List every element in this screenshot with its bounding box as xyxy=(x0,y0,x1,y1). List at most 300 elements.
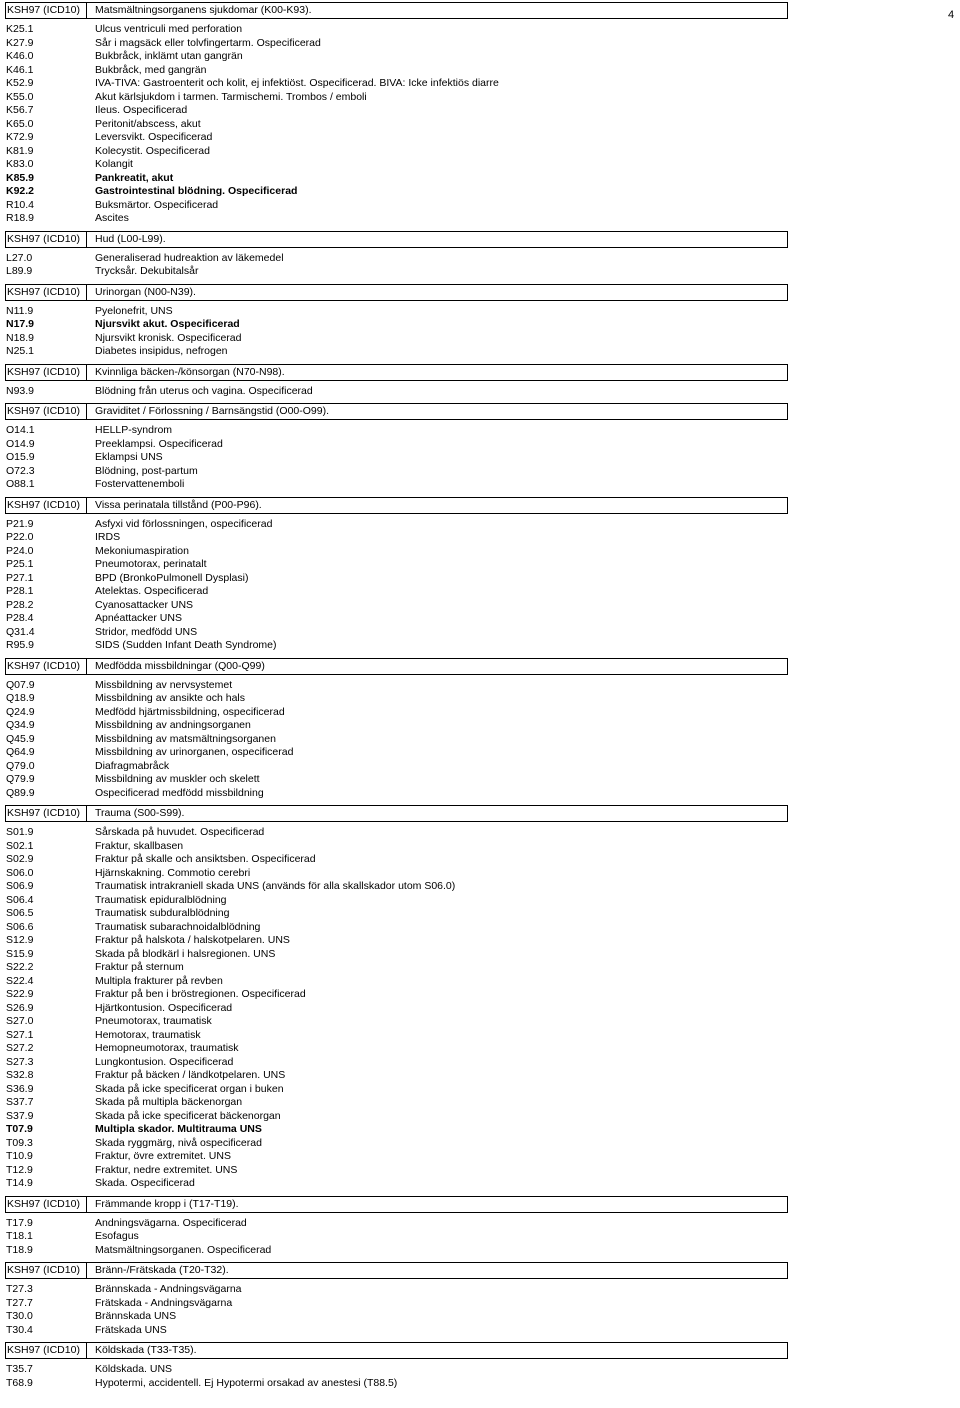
diagnosis-description: Hjärtkontusion. Ospecificerad xyxy=(95,1001,233,1014)
diagnosis-code: T30.0 xyxy=(6,1310,33,1322)
code-row xyxy=(5,773,788,787)
code-row xyxy=(5,145,788,159)
diagnosis-code: N25.1 xyxy=(6,345,35,357)
code-row xyxy=(5,907,788,921)
diagnosis-description: Njursvikt akut. Ospecificerad xyxy=(95,318,240,330)
code-row xyxy=(5,975,788,989)
section-rows xyxy=(5,1217,788,1258)
diagnosis-code: R10.4 xyxy=(6,198,35,211)
section-rows xyxy=(5,1363,788,1390)
code-row xyxy=(5,451,788,465)
diagnosis-code: R95.9 xyxy=(6,639,35,651)
diagnosis-description: Buksmärtor. Ospecificerad xyxy=(95,198,219,211)
diagnosis-description: Preeklampsi. Ospecificerad xyxy=(95,437,223,450)
diagnosis-code: K56.7 xyxy=(6,104,34,116)
code-row xyxy=(5,332,788,346)
diagnosis-code: Q34.9 xyxy=(6,719,35,731)
code-row xyxy=(5,265,788,279)
diagnosis-code: K65.0 xyxy=(6,117,34,130)
code-row xyxy=(5,934,788,948)
code-row xyxy=(5,1137,788,1151)
code-row xyxy=(5,572,788,586)
diagnosis-code: T07.9 xyxy=(6,1123,33,1135)
diagnosis-description: Blödning, post-partum xyxy=(95,464,198,477)
diagnosis-description: Skada på blodkärl i halsregionen. UNS xyxy=(95,947,276,960)
diagnosis-description: Kolecystit. Ospecificerad xyxy=(95,144,210,157)
code-section xyxy=(5,805,788,1191)
diagnosis-description: HELLP-syndrom xyxy=(95,424,173,436)
diagnosis-code: K85.9 xyxy=(6,171,35,184)
diagnosis-description: Blödning från uterus och vagina. Ospecificerad xyxy=(95,384,313,397)
code-row xyxy=(5,212,788,226)
diagnosis-code: S27.1 xyxy=(6,1028,34,1041)
code-row xyxy=(5,1110,788,1124)
code-row xyxy=(5,692,788,706)
diagnosis-code: K52.9 xyxy=(6,77,34,89)
diagnosis-description: Fraktur, övre extremitet. UNS xyxy=(95,1150,231,1162)
section-rows xyxy=(5,252,788,279)
code-section xyxy=(5,2,788,226)
diagnosis-description: Lungkontusion. Ospecificerad xyxy=(95,1055,234,1068)
diagnosis-description: Missbildning av nervsystemet xyxy=(95,678,233,691)
diagnosis-description: Skada. Ospecificerad xyxy=(95,1177,195,1189)
diagnosis-description: Sår i magsäck eller tolvfingertarm. Ospecificerad xyxy=(95,36,321,49)
diagnosis-description: Ileus. Ospecificerad xyxy=(95,104,188,116)
section-header-code: KSH97 (ICD10) xyxy=(6,232,87,247)
diagnosis-description: Fraktur på halskota / halskotpelaren. UNS xyxy=(95,934,290,946)
diagnosis-description: IRDS xyxy=(95,531,121,543)
code-row xyxy=(5,1123,788,1137)
diagnosis-description: Hemopneumotorax, traumatisk xyxy=(95,1042,239,1054)
diagnosis-description: Fraktur på ben i bröstregionen. Ospecificerad xyxy=(95,988,306,1000)
diagnosis-code: P22.0 xyxy=(6,531,34,543)
diagnosis-description: Mekoniumaspiration xyxy=(95,544,189,557)
diagnosis-code: S06.5 xyxy=(6,907,34,919)
diagnosis-description: Multipla frakturer på revben xyxy=(95,974,223,987)
page-number: 4 xyxy=(948,9,955,21)
code-row xyxy=(5,746,788,760)
code-row xyxy=(5,545,788,559)
diagnosis-code: Q79.0 xyxy=(6,759,35,772)
diagnosis-code: T12.9 xyxy=(6,1163,33,1176)
diagnosis-description: Gastrointestinal blödning. Ospecificerad xyxy=(95,185,298,197)
diagnosis-code: K81.9 xyxy=(6,144,34,157)
section-rows xyxy=(5,305,788,359)
section-rows xyxy=(5,679,788,801)
section-header xyxy=(5,231,788,248)
diagnosis-description: Bukbråck, inklämt utan gangrän xyxy=(95,50,243,62)
section-rows xyxy=(5,518,788,653)
code-section xyxy=(5,497,788,653)
code-row xyxy=(5,853,788,867)
diagnosis-code: P28.4 xyxy=(6,612,34,624)
diagnosis-code: P28.1 xyxy=(6,585,34,597)
diagnosis-description: Akut kärlsjukdom i tarmen. Tarmischemi. Trombos / emboli xyxy=(95,90,367,103)
code-row xyxy=(5,318,788,332)
diagnosis-code: S12.9 xyxy=(6,934,34,946)
diagnosis-code: S06.0 xyxy=(6,866,34,879)
section-header-code: KSH97 (ICD10) xyxy=(6,365,87,380)
diagnosis-code: T14.9 xyxy=(6,1177,33,1189)
diagnosis-description: Sårskada på huvudet. Ospecificerad xyxy=(95,826,265,838)
section-header-code: KSH97 (ICD10) xyxy=(6,3,87,18)
section-header-title: Kvinnliga bäcken-/könsorgan (N70-N98). xyxy=(95,365,285,378)
section-header-title: Bränn-/Frätskada (T20-T32). xyxy=(95,1264,229,1276)
diagnosis-code: N11.9 xyxy=(6,304,34,317)
section-rows xyxy=(5,1283,788,1337)
diagnosis-code: P24.0 xyxy=(6,544,34,557)
diagnosis-description: IVA-TIVA: Gastroenterit och kolit, ej infektiöst. Ospecificerad. BIVA: Icke infektiös diarre xyxy=(95,77,499,89)
diagnosis-code: K83.0 xyxy=(6,158,34,170)
code-row xyxy=(5,305,788,319)
diagnosis-description: Köldskada. UNS xyxy=(95,1363,173,1375)
diagnosis-code: O72.3 xyxy=(6,464,35,477)
code-row xyxy=(5,760,788,774)
diagnosis-code: S15.9 xyxy=(6,947,34,960)
diagnosis-description: Hypotermi, accidentell. Ej Hypotermi orsakad av anestesi (T88.5) xyxy=(95,1376,398,1389)
diagnosis-code: K72.9 xyxy=(6,131,34,143)
section-header-title: Hud (L00-L99). xyxy=(95,232,166,245)
diagnosis-code: S01.9 xyxy=(6,826,34,838)
code-row xyxy=(5,1150,788,1164)
diagnosis-description: Traumatisk subarachnoidalblödning xyxy=(95,920,261,933)
code-row xyxy=(5,199,788,213)
diagnosis-code: N93.9 xyxy=(6,384,35,397)
diagnosis-description: Generaliserad hudreaktion av läkemedel xyxy=(95,251,284,264)
diagnosis-description: Trycksår. Dekubitalsår xyxy=(95,265,199,277)
section-header-title: Främmande kropp i (T17-T19). xyxy=(95,1197,239,1210)
code-row xyxy=(5,826,788,840)
section-header-code: KSH97 (ICD10) xyxy=(6,1343,87,1358)
diagnosis-description: Ulcus ventriculi med perforation xyxy=(95,23,243,35)
code-section xyxy=(5,1342,788,1390)
code-section xyxy=(5,364,788,399)
diagnosis-code: L89.9 xyxy=(6,265,33,277)
code-row xyxy=(5,719,788,733)
code-section xyxy=(5,1196,788,1258)
diagnosis-code: T27.7 xyxy=(6,1296,33,1309)
diagnosis-description: Esofagus xyxy=(95,1230,139,1242)
code-row xyxy=(5,1377,788,1391)
section-header-title: Matsmältningsorganens sjukdomar (K00-K93). xyxy=(95,4,312,16)
code-row xyxy=(5,1177,788,1191)
code-row xyxy=(5,172,788,186)
section-header-title: Graviditet / Förlossning / Barnsängstid (O00-O99). xyxy=(95,405,330,417)
code-row xyxy=(5,1363,788,1377)
diagnosis-description: BPD (BronkoPulmonell Dysplasi) xyxy=(95,571,249,584)
code-row xyxy=(5,612,788,626)
section-header xyxy=(5,403,788,420)
diagnosis-description: Peritonit/abscess, akut xyxy=(95,117,201,130)
diagnosis-description: Traumatisk subduralblödning xyxy=(95,907,230,919)
code-row xyxy=(5,733,788,747)
code-row xyxy=(5,104,788,118)
diagnosis-description: Andningsvägarna. Ospecificerad xyxy=(95,1216,247,1229)
diagnosis-code: K46.0 xyxy=(6,50,34,62)
code-row xyxy=(5,1096,788,1110)
diagnosis-description: Multipla skador. Multitrauma UNS xyxy=(95,1123,262,1135)
code-row xyxy=(5,787,788,801)
code-row xyxy=(5,880,788,894)
diagnosis-code: S06.6 xyxy=(6,920,34,933)
code-row xyxy=(5,1230,788,1244)
code-row xyxy=(5,599,788,613)
section-header-code: KSH97 (ICD10) xyxy=(6,659,87,674)
diagnosis-description: Bukbråck, med gangrän xyxy=(95,63,207,76)
diagnosis-description: Skada på multipla bäckenorgan xyxy=(95,1096,243,1108)
diagnosis-code: T17.9 xyxy=(6,1216,33,1229)
diagnosis-code: O14.9 xyxy=(6,437,35,450)
diagnosis-description: Fraktur, skallbasen xyxy=(95,839,184,852)
diagnosis-description: Diabetes insipidus, nefrogen xyxy=(95,345,228,357)
diagnosis-description: Missbildning av muskler och skelett xyxy=(95,773,260,785)
diagnosis-description: Pankreatit, akut xyxy=(95,171,174,184)
section-header xyxy=(5,497,788,514)
code-row xyxy=(5,252,788,266)
diagnosis-code: S37.7 xyxy=(6,1096,34,1108)
code-row xyxy=(5,424,788,438)
code-row xyxy=(5,531,788,545)
code-row xyxy=(5,465,788,479)
diagnosis-code: S27.0 xyxy=(6,1015,34,1027)
diagnosis-code: K25.1 xyxy=(6,23,34,35)
code-row xyxy=(5,1164,788,1178)
section-header-title: Vissa perinatala tillstånd (P00-P96). xyxy=(95,498,262,511)
code-row xyxy=(5,558,788,572)
diagnosis-code: S22.4 xyxy=(6,974,34,987)
diagnosis-code: K46.1 xyxy=(6,63,34,76)
code-row xyxy=(5,438,788,452)
diagnosis-description: Brännskada - Andningsvägarna xyxy=(95,1283,242,1295)
diagnosis-code: S22.2 xyxy=(6,961,34,973)
code-row xyxy=(5,1056,788,1070)
code-row xyxy=(5,961,788,975)
diagnosis-code: T18.9 xyxy=(6,1243,33,1256)
diagnosis-code: T27.3 xyxy=(6,1283,33,1295)
code-row xyxy=(5,64,788,78)
diagnosis-code: Q07.9 xyxy=(6,678,35,691)
diagnosis-description: Pyelonefrit, UNS xyxy=(95,304,173,317)
code-list xyxy=(5,2,788,1395)
diagnosis-description: Brännskada UNS xyxy=(95,1310,177,1322)
code-row xyxy=(5,478,788,492)
code-row xyxy=(5,1002,788,1016)
diagnosis-description: Medfödd hjärtmissbildning, ospecificerad xyxy=(95,705,285,718)
diagnosis-code: S06.9 xyxy=(6,880,34,892)
diagnosis-code: T10.9 xyxy=(6,1150,33,1162)
section-header-code: KSH97 (ICD10) xyxy=(6,1263,87,1278)
code-row xyxy=(5,988,788,1002)
diagnosis-description: Traumatisk intrakraniell skada UNS (används för alla skallskador utom S06.0) xyxy=(95,880,456,892)
diagnosis-code: O88.1 xyxy=(6,478,35,490)
section-header xyxy=(5,364,788,381)
code-row xyxy=(5,1297,788,1311)
diagnosis-code: P28.2 xyxy=(6,598,34,611)
diagnosis-description: Hemotorax, traumatisk xyxy=(95,1028,201,1041)
code-row xyxy=(5,1015,788,1029)
diagnosis-code: S26.9 xyxy=(6,1001,34,1014)
code-row xyxy=(5,118,788,132)
diagnosis-code: T09.3 xyxy=(6,1136,33,1149)
code-row xyxy=(5,1042,788,1056)
code-row xyxy=(5,706,788,720)
diagnosis-description: Fostervattenemboli xyxy=(95,478,185,490)
diagnosis-code: Q45.9 xyxy=(6,732,35,745)
code-row xyxy=(5,131,788,145)
code-section xyxy=(5,284,788,359)
section-rows xyxy=(5,385,788,399)
code-section xyxy=(5,658,788,801)
diagnosis-code: T35.7 xyxy=(6,1363,33,1375)
diagnosis-description: Traumatisk epiduralblödning xyxy=(95,893,227,906)
code-row xyxy=(5,345,788,359)
diagnosis-description: Frätskada - Andningsvägarna xyxy=(95,1296,233,1309)
diagnosis-description: Missbildning av andningsorganen xyxy=(95,719,251,731)
diagnosis-code: K92.2 xyxy=(6,185,35,197)
section-rows xyxy=(5,424,788,492)
diagnosis-code: L27.0 xyxy=(6,251,33,264)
diagnosis-code: S27.3 xyxy=(6,1055,34,1068)
section-header xyxy=(5,1196,788,1213)
section-header xyxy=(5,1342,788,1359)
diagnosis-description: Pneumotorax, traumatisk xyxy=(95,1015,212,1027)
code-row xyxy=(5,1244,788,1258)
diagnosis-code: K55.0 xyxy=(6,90,34,103)
diagnosis-description: Eklampsi UNS xyxy=(95,451,163,463)
diagnosis-description: Atelektas. Ospecificerad xyxy=(95,585,209,597)
diagnosis-code: S06.4 xyxy=(6,893,34,906)
diagnosis-code: T18.1 xyxy=(6,1230,33,1242)
diagnosis-description: Kolangit xyxy=(95,158,133,170)
section-rows xyxy=(5,23,788,226)
diagnosis-description: Skada på icke specificerat organ i buken xyxy=(95,1082,284,1095)
section-header-title: Köldskada (T33-T35). xyxy=(95,1344,197,1356)
code-row xyxy=(5,23,788,37)
code-row xyxy=(5,921,788,935)
section-header-code: KSH97 (ICD10) xyxy=(6,806,87,821)
code-row xyxy=(5,91,788,105)
section-header-code: KSH97 (ICD10) xyxy=(6,285,87,300)
diagnosis-code: R18.9 xyxy=(6,212,35,224)
code-row xyxy=(5,948,788,962)
code-row xyxy=(5,639,788,653)
diagnosis-code: S22.9 xyxy=(6,988,34,1000)
diagnosis-code: Q89.9 xyxy=(6,786,35,799)
diagnosis-description: Leversvikt. Ospecificerad xyxy=(95,131,213,143)
diagnosis-code: Q31.4 xyxy=(6,625,35,638)
diagnosis-description: Missbildning av ansikte och hals xyxy=(95,692,245,704)
diagnosis-code: Q64.9 xyxy=(6,746,35,758)
diagnosis-description: Njursvikt kronisk. Ospecificerad xyxy=(95,331,242,344)
diagnosis-code: S37.9 xyxy=(6,1109,34,1122)
diagnosis-description: Fraktur på skalle och ansiktsben. Ospecificerad xyxy=(95,853,316,865)
section-header xyxy=(5,284,788,301)
diagnosis-description: Missbildning av urinorganen, ospecificerad xyxy=(95,746,294,758)
diagnosis-description: Ascites xyxy=(95,212,129,224)
section-header-code: KSH97 (ICD10) xyxy=(6,1197,87,1212)
section-header xyxy=(5,805,788,822)
diagnosis-description: Fraktur på sternum xyxy=(95,961,184,973)
section-header-title: Trauma (S00-S99). xyxy=(95,807,185,819)
code-row xyxy=(5,518,788,532)
diagnosis-code: Q79.9 xyxy=(6,773,35,785)
diagnosis-code: T30.4 xyxy=(6,1323,33,1336)
diagnosis-code: P21.9 xyxy=(6,517,34,530)
code-section xyxy=(5,403,788,492)
code-row xyxy=(5,1029,788,1043)
diagnosis-description: Asfyxi vid förlossningen, ospecificerad xyxy=(95,517,273,530)
diagnosis-description: Frätskada UNS xyxy=(95,1323,167,1336)
diagnosis-description: Pneumotorax, perinatalt xyxy=(95,558,207,570)
diagnosis-code: O14.1 xyxy=(6,424,35,436)
diagnosis-code: T68.9 xyxy=(6,1376,33,1389)
code-row xyxy=(5,37,788,51)
code-row xyxy=(5,158,788,172)
diagnosis-code: Q18.9 xyxy=(6,692,35,704)
code-section xyxy=(5,1262,788,1337)
section-header-code: KSH97 (ICD10) xyxy=(6,498,87,513)
diagnosis-description: Hjärnskakning. Commotio cerebri xyxy=(95,866,251,879)
section-header-code: KSH97 (ICD10) xyxy=(6,404,87,419)
diagnosis-description: Ospecificerad medfödd missbildning xyxy=(95,786,264,799)
diagnosis-description: Diafragmabråck xyxy=(95,759,170,772)
diagnosis-description: SIDS (Sudden Infant Death Syndrome) xyxy=(95,639,277,651)
code-row xyxy=(5,385,788,399)
diagnosis-code: P27.1 xyxy=(6,571,34,584)
code-section xyxy=(5,231,788,279)
diagnosis-description: Stridor, medfödd UNS xyxy=(95,625,198,638)
code-row xyxy=(5,50,788,64)
diagnosis-code: P25.1 xyxy=(6,558,34,570)
code-row xyxy=(5,867,788,881)
code-row xyxy=(5,77,788,91)
code-row xyxy=(5,679,788,693)
diagnosis-code: S02.1 xyxy=(6,839,34,852)
diagnosis-description: Fraktur, nedre extremitet. UNS xyxy=(95,1163,238,1176)
diagnosis-description: Skada på icke specificerat bäckenorgan xyxy=(95,1109,281,1122)
code-row xyxy=(5,1310,788,1324)
code-row xyxy=(5,1324,788,1338)
code-row xyxy=(5,1083,788,1097)
diagnosis-code: O15.9 xyxy=(6,451,35,463)
diagnosis-description: Missbildning av matsmältningsorganen xyxy=(95,732,276,745)
diagnosis-description: Cyanosattacker UNS xyxy=(95,598,194,611)
code-row xyxy=(5,840,788,854)
diagnosis-description: Matsmältningsorganen. Ospecificerad xyxy=(95,1243,272,1256)
code-row xyxy=(5,1283,788,1297)
code-row xyxy=(5,894,788,908)
section-header-title: Medfödda missbildningar (Q00-Q99) xyxy=(95,659,265,672)
section-rows xyxy=(5,826,788,1191)
code-row xyxy=(5,585,788,599)
diagnosis-code: S02.9 xyxy=(6,853,34,865)
section-header-title: Urinorgan (N00-N39). xyxy=(95,285,196,298)
code-row xyxy=(5,1069,788,1083)
code-row xyxy=(5,1217,788,1231)
section-header xyxy=(5,1262,788,1279)
diagnosis-code: S32.8 xyxy=(6,1069,34,1081)
diagnosis-code: K27.9 xyxy=(6,36,34,49)
code-row xyxy=(5,185,788,199)
code-row xyxy=(5,626,788,640)
diagnosis-code: N17.9 xyxy=(6,318,35,330)
diagnosis-code: Q24.9 xyxy=(6,705,35,718)
section-header xyxy=(5,2,788,19)
diagnosis-description: Apnéattacker UNS xyxy=(95,612,182,624)
section-header xyxy=(5,658,788,675)
diagnosis-code: N18.9 xyxy=(6,331,35,344)
diagnosis-description: Fraktur på bäcken / ländkotpelaren. UNS xyxy=(95,1069,286,1081)
